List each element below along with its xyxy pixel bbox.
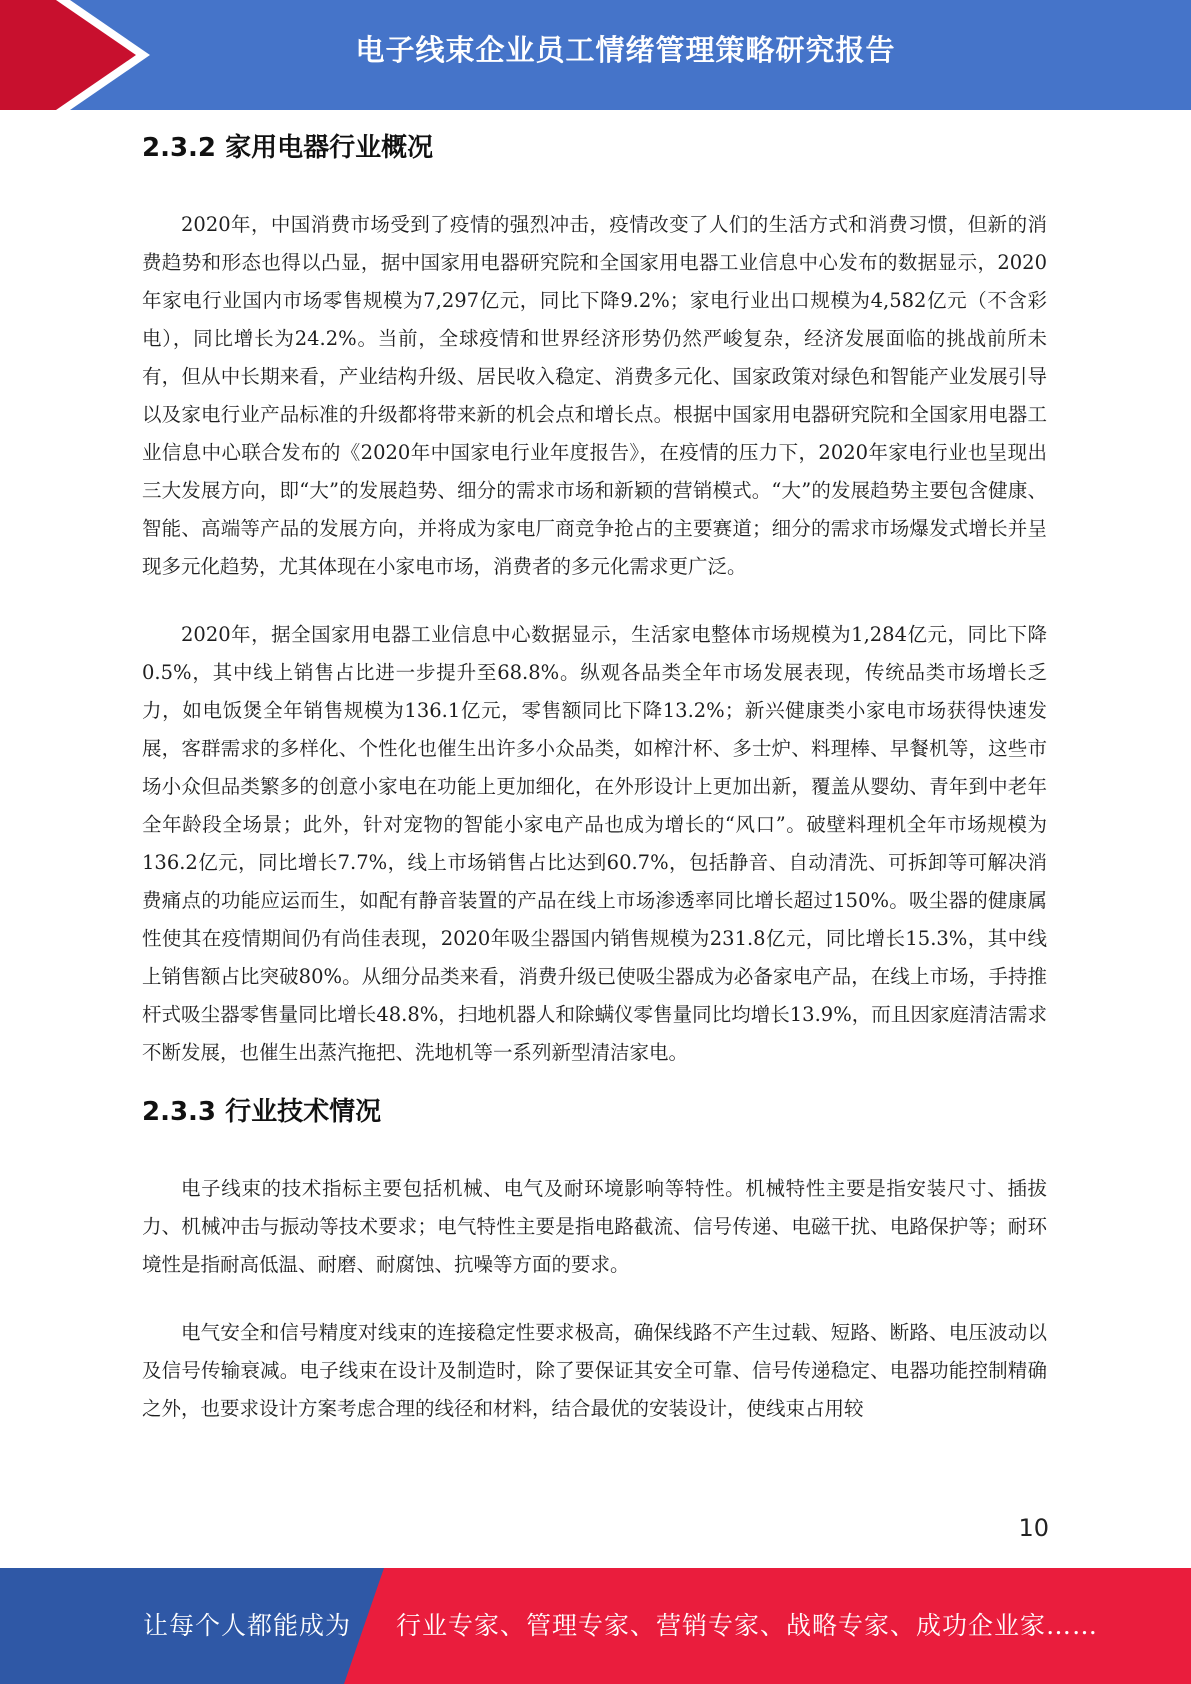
page-number: 10 [1018,1514,1049,1542]
paragraph: 2020年，中国消费市场受到了疫情的强烈冲击，疫情改变了人们的生活方式和消费习惯，但新的消费趋势和形态也得以凸显，据中国家用电器研究院和全国家用电器工业信息中心发布的数据显示，2020年家电行业国内市场零售规模为7,297亿元，同比下降9.2%；家电行业出口规模为4,582亿元（不含彩电），同比增长为24.2%。当前，全球疫情和世界经济形势仍然严峻复杂，经济发展面临的挑战前所未有，但从中长期来看，产业结构升级、居民收入稳定、消费多元化、国家政策对绿色和智能产业发展引导以及家电行业产品标准的升级都将带来新的机会点和增长点。根据中国家用电器研究院和全国家用电器工业信息中心联合发布的《2020年中国家电行业年度报告》，在疫情的压力下，2020年家电行业也呈现出三大发展方向，即“大”的发展趋势、细分的需求市场和新颖的营销模式。“大”的发展趋势主要包含健康、智能、高端等产品的发展方向，并将成为家电厂商竞争抢占的主要赛道；细分的需求市场爆发式增长并呈现多元化趋势，尤其体现在小家电市场，消费者的多元化需求更广泛。 [142,213,1047,578]
paragraph: 2020年，据全国家用电器工业信息中心数据显示，生活家电整体市场规模为1,284亿元，同比下降0.5%，其中线上销售占比进一步提升至68.8%。纵观各品类全年市场发展表现，传统品类市场增长乏力，如电饭煲全年销售规模为136.1亿元，零售额同比下降13.2%；新兴健康类小家电市场获得快速发展，客群需求的多样化、个性化也催生出许多小众品类，如榨汁杯、多士炉、料理棒、早餐机等，这些市场小众但品类繁多的创意小家电在功能上更加细化，在外形设计上更加出新，覆盖从婴幼、青年到中老年全年龄段全场景；此外，针对宠物的智能小家电产品也成为增长的“风口”。破壁料理机全年市场规模为136.2亿元，同比增长7.7%，线上市场销售占比达到60.7%，包括静音、自动清洗、可拆卸等可解决消费痛点的功能应运而生，如配有静音装置的产品在线上市场渗透率同比增长超过150%。吸尘器的健康属性使其在疫情期间仍有尚佳表现，2020年吸尘器国内销售规模为231.8亿元，同比增长15.3%，其中线上销售额占比突破80%。从细分品类来看，消费升级已使吸尘器成为必备家电产品，在线上市场，手持推杆式吸尘器零售量同比增长48.8%，扫地机器人和除螨仪零售量同比均增长13.9%，而且因家庭清洁需求不断发展，也催生出蒸汽拖把、洗地机等一系列新型清洁家电。 [142,623,1047,1064]
footer-banner [0,1568,1191,1684]
footer-slogan-right: 行业专家、管理专家、营销专家、战略专家、成功企业家…… [396,1611,1099,1640]
section-heading-technology: 2.3.3 行业技术情况 [142,1097,382,1127]
header-banner [0,0,1191,110]
header-chevron-decoration [0,0,160,110]
report-title: 电子线束企业员工情绪管理策略研究报告 [355,33,896,67]
section-heading-appliance-industry: 2.3.2 家用电器行业概况 [142,133,434,163]
page-content [142,126,1047,1428]
footer-slogan-left: 让每个人都能成为 [143,1611,352,1640]
paragraph: 电气安全和信号精度对线束的连接稳定性要求极高，确保线路不产生过载、短路、断路、电压波动以及信号传输衰减。电子线束在设计及制造时，除了要保证其安全可靠、信号传递稳定、电器功能控制精确之外，也要求设计方案考虑合理的线径和材料，结合最优的安装设计，使线束占用较 [142,1321,1047,1420]
paragraph: 电子线束的技术指标主要包括机械、电气及耐环境影响等特性。机械特性主要是指安装尺寸、插拔力、机械冲击与振动等技术要求；电气特性主要是指电路截流、信号传递、电磁干扰、电路保护等；耐环境性是指耐高低温、耐磨、耐腐蚀、抗噪等方面的要求。 [142,1177,1047,1276]
